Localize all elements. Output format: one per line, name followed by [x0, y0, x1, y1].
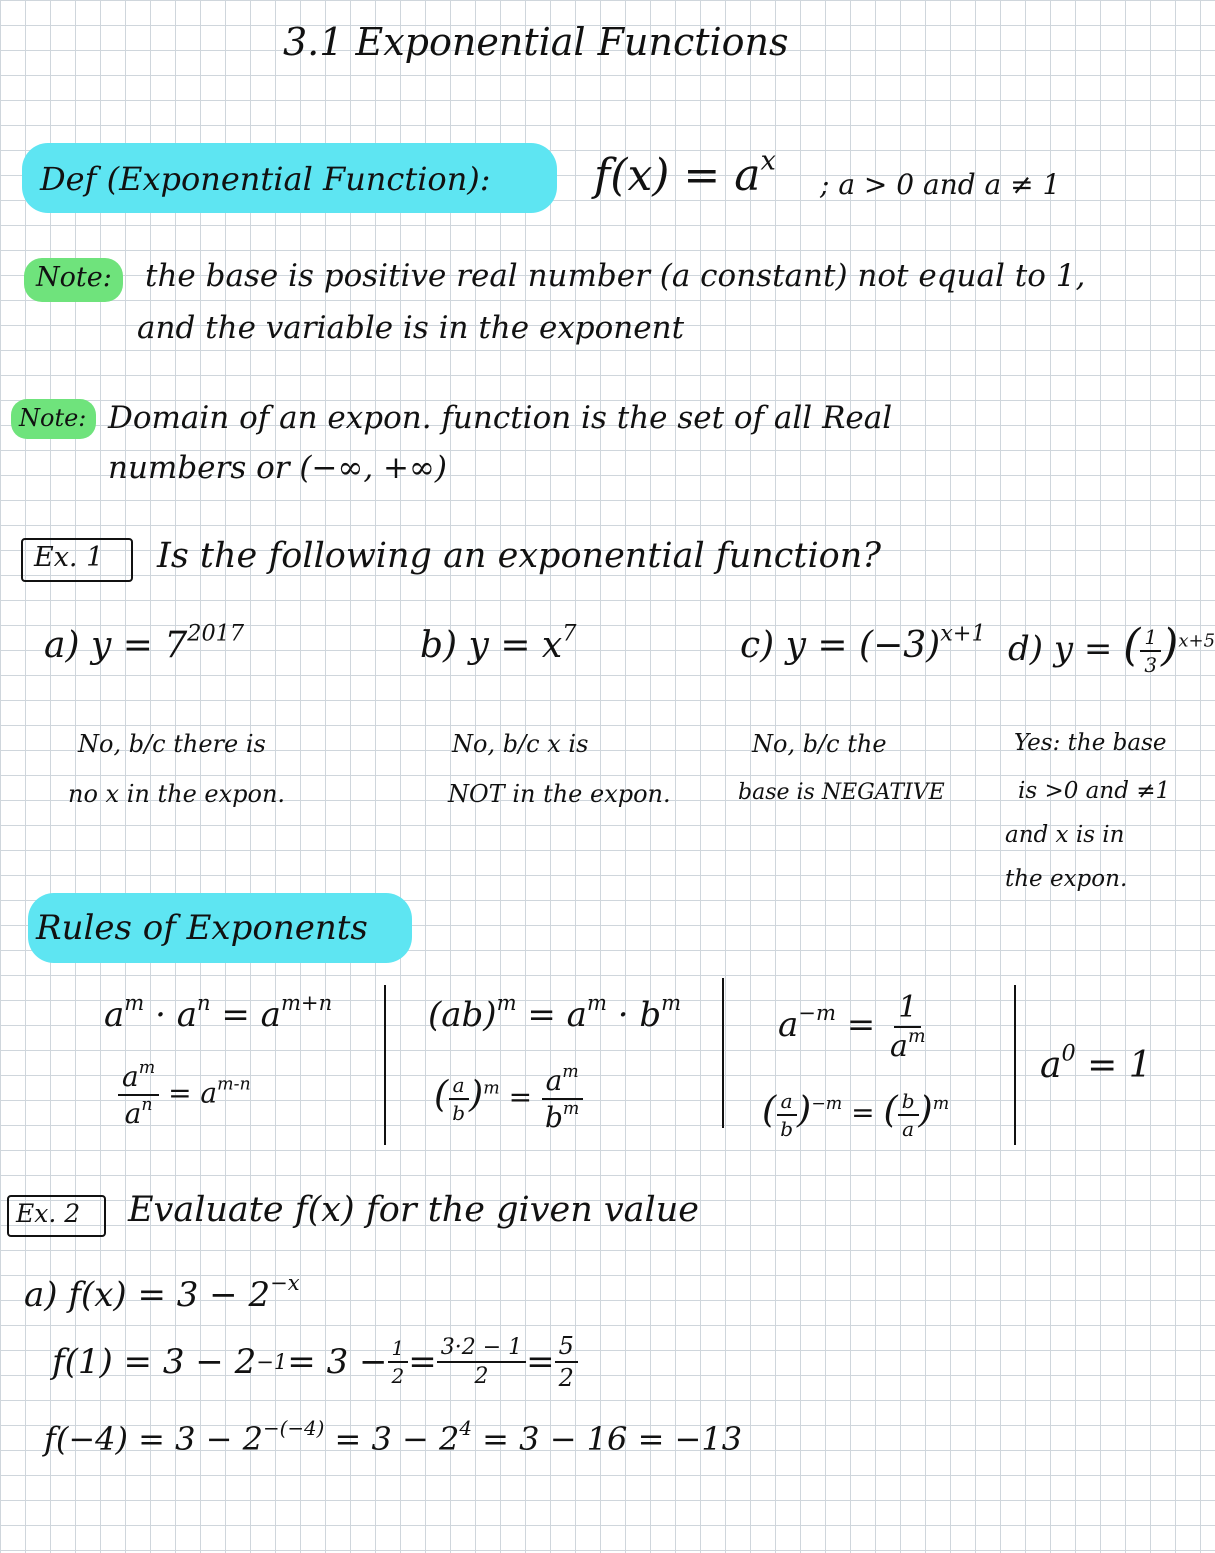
- rule-quotient: $\frac{a^m}{a^n}$ = $a^{m-n}$: [118, 1060, 251, 1130]
- definition-formula: $f(x) = a^x$: [594, 145, 776, 201]
- ex1-item-d-answer-1: Yes: the base: [1014, 730, 1167, 756]
- note2-line1: Domain of an expon. function is the set of all Real: [108, 400, 893, 436]
- page-title: 3.1 Exponential Functions: [283, 20, 789, 64]
- ex1-item-a-answer-2: no x in the expon.: [68, 780, 286, 808]
- note2-tag: Note:: [19, 404, 87, 432]
- ex1-item-c-expr: c) $y = (-3)^{x+1}$: [740, 620, 986, 666]
- ex1-question: Is the following an exponential function?: [157, 536, 882, 576]
- ex2-label: Ex. 2: [16, 1199, 81, 1228]
- definition-condition: ; a > 0 and a ≠ 1: [820, 168, 1061, 201]
- ex1-item-a-expr: a) $y = 7^{2017}$: [44, 620, 245, 666]
- ex1-item-d-answer-3: and x is in: [1005, 822, 1125, 848]
- rules-divider-1: [384, 985, 386, 1145]
- rule-zero: $a^0 = 1$: [1040, 1040, 1152, 1086]
- rules-divider-2: [722, 978, 724, 1128]
- ex2-evaluation-2: $f(-4) = 3 - 2^{-(-4)} = 3 - 2^4 = 3 - 16 = -13$: [44, 1417, 743, 1458]
- ex1-item-c-answer-2: base is NEGATIVE: [738, 780, 945, 805]
- ex1-item-d-expr: d) y = ( $\frac{1}{3}$ )$^{x+5}$: [1008, 620, 1215, 677]
- rule-product: $a^m \cdot a^n = a^{m+n}$: [104, 990, 333, 1035]
- rule-negative-fraction: ( $\frac{a}{b}$ )$^{-m}$ = ( $\frac{b}{a}$ )$^m$: [762, 1088, 950, 1141]
- rules-heading: Rules of Exponents: [36, 908, 368, 948]
- ex1-label: Ex. 1: [34, 542, 104, 573]
- rule-negative: $a^{-m}$ = $\frac{1}{a^m}$: [778, 990, 926, 1064]
- ex1-item-d-answer-4: the expon.: [1005, 866, 1128, 892]
- note1-tag: Note:: [36, 262, 112, 293]
- ex2-instruction: Evaluate f(x) for the given value: [128, 1190, 699, 1230]
- ex1-item-b-answer-2: NOT in the expon.: [448, 780, 671, 808]
- rule-power-product: $(ab)^m = a^m \cdot b^m$: [428, 990, 682, 1035]
- ex1-item-c-answer-1: No, b/c the: [752, 730, 887, 758]
- note2-line2: numbers or (−∞, +∞): [108, 450, 447, 486]
- definition-label: Def (Exponential Function):: [40, 160, 491, 198]
- rules-divider-3: [1014, 985, 1016, 1145]
- ex1-item-d-answer-2: is >0 and ≠1: [1018, 778, 1171, 804]
- ex1-item-b-answer-1: No, b/c x is: [452, 730, 589, 758]
- note1-line2: and the variable is in the exponent: [137, 310, 685, 346]
- rule-power-quotient: ( $\frac{a}{b}$ )$^m$ = $\frac{a^m}{b^m}$: [434, 1064, 583, 1134]
- ex1-item-b-expr: b) $y = x^7$: [420, 620, 577, 666]
- note1-line1: the base is positive real number (a constant) not equal to 1,: [145, 258, 1086, 294]
- ex2-evaluation-1: f(1) = 3 − 2 −1 = 3 − $\frac{1}{2}$ = $\frac{3\cdot 2 - 1}{2}$ = $\frac{5}{2}$: [52, 1332, 578, 1392]
- ex1-item-a-answer-1: No, b/c there is: [78, 730, 266, 758]
- ex2-part-a: a) $f(x) = 3 - 2^{-x}$: [24, 1270, 300, 1315]
